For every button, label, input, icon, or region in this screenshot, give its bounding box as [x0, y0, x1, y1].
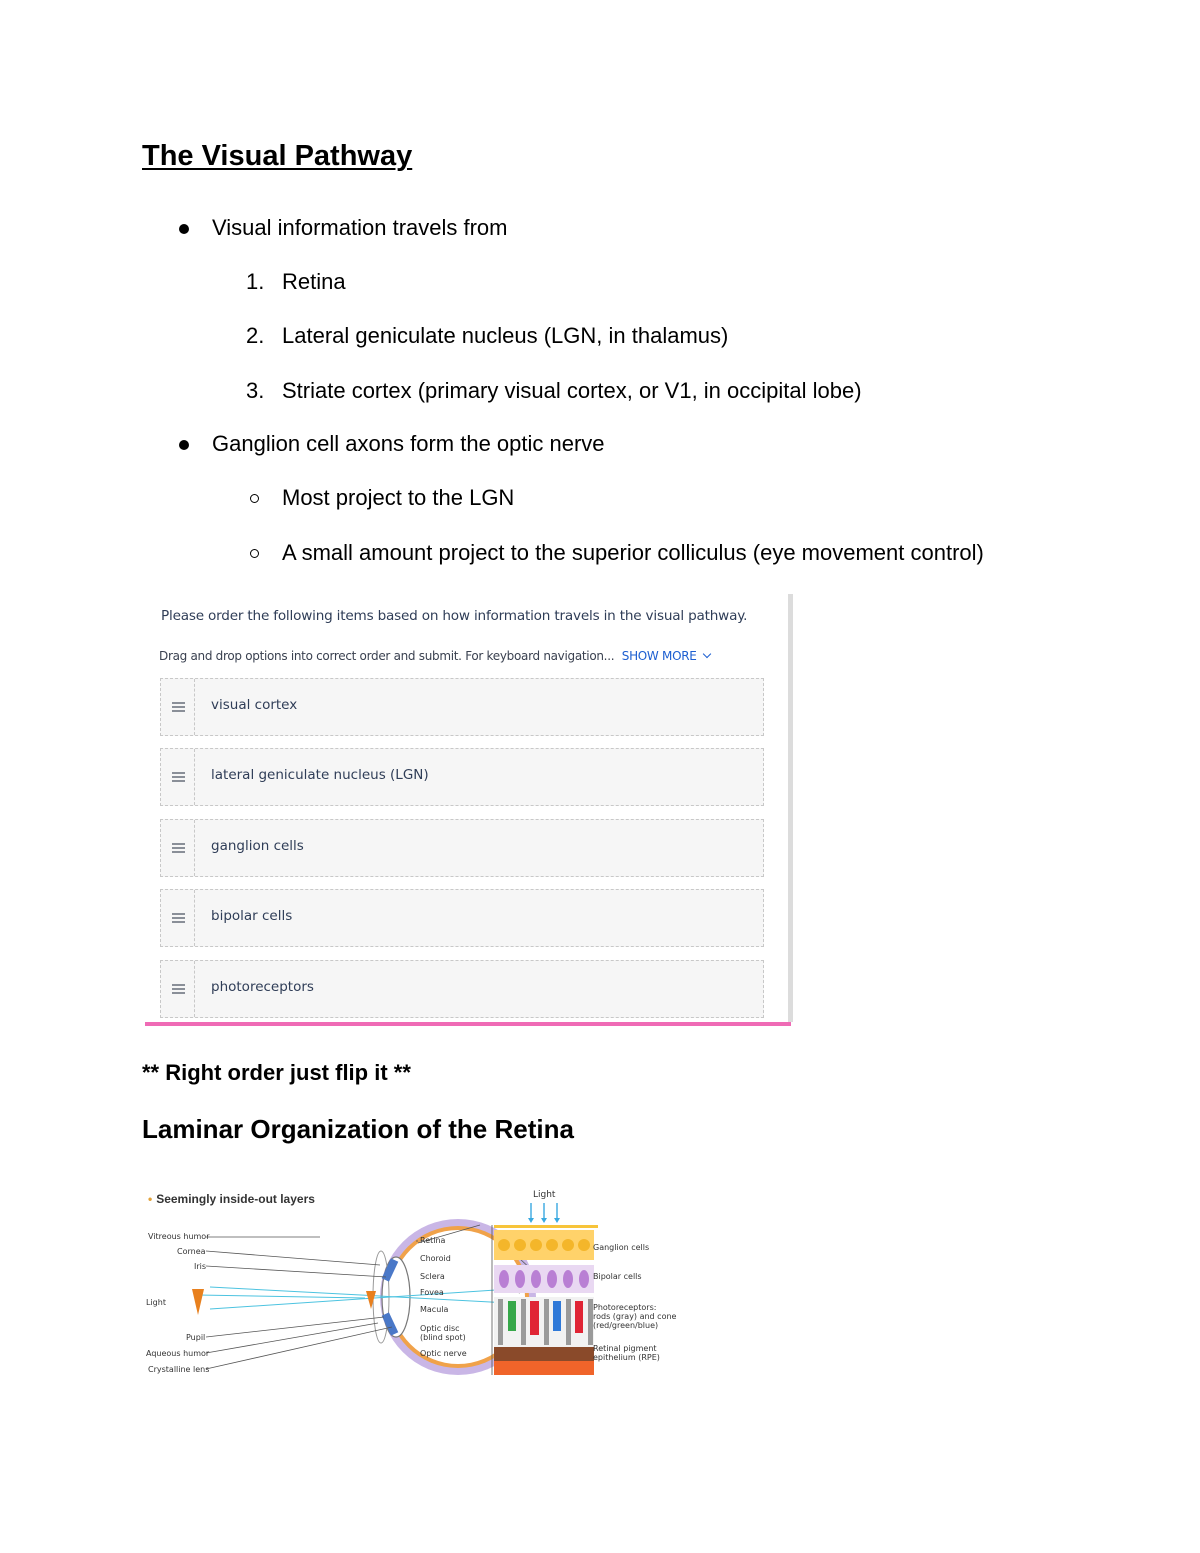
- photoreceptors-layer: [494, 1297, 594, 1347]
- bullet-circle: [250, 549, 259, 558]
- list-item: Retina: [282, 269, 346, 294]
- list-item: Lateral geniculate nucleus (LGN, in thalamus): [282, 323, 729, 348]
- quiz-instructions: [159, 649, 710, 663]
- figure-heading: • Seemingly inside-out layers: [148, 1192, 315, 1206]
- chevron-down-icon: [702, 650, 710, 658]
- drag-item-lgn[interactable]: [160, 748, 764, 806]
- bullet-circle: [250, 494, 259, 503]
- quiz-scrollbar[interactable]: [788, 594, 793, 1022]
- label-blind-spot: (blind spot): [420, 1333, 466, 1342]
- label-photoreceptors: Photoreceptors:: [593, 1303, 657, 1312]
- ordering-quiz: [145, 594, 795, 1028]
- drag-handle-icon[interactable]: [161, 890, 195, 946]
- label-light: Light: [146, 1298, 166, 1307]
- label-macula: Macula: [420, 1305, 449, 1314]
- label-sclera: Sclera: [420, 1272, 445, 1281]
- note-text: ** Right order just flip it **: [142, 1060, 411, 1085]
- drag-item-label: visual cortex: [211, 697, 298, 713]
- quiz-bottom-bar: [145, 1022, 791, 1026]
- label-rpe-abbr: epithelium (RPE): [593, 1353, 660, 1362]
- drag-handle-icon[interactable]: [161, 679, 195, 735]
- drag-item-visual-cortex[interactable]: [160, 678, 764, 736]
- label-rods-cones: rods (gray) and cone: [593, 1312, 677, 1321]
- show-more-link[interactable]: SHOW MORE: [622, 649, 710, 663]
- label-ganglion-cells: Ganglion cells: [593, 1243, 650, 1252]
- carrot-image-icon: [366, 1291, 376, 1309]
- ganglion-cells-layer: [494, 1230, 594, 1260]
- label-cornea: Cornea: [177, 1247, 206, 1256]
- drag-item-photoreceptors[interactable]: [160, 960, 764, 1018]
- quiz-prompt: Please order the following items based on how information travels in the visual pathway.: [161, 608, 748, 624]
- drag-handle-icon[interactable]: [161, 749, 195, 805]
- label-pupil: Pupil: [186, 1333, 206, 1342]
- label-vitreous-humor: Vitreous humor: [148, 1232, 210, 1241]
- drag-item-ganglion-cells[interactable]: [160, 819, 764, 877]
- drag-item-label: ganglion cells: [211, 838, 304, 854]
- label-optic-disc: Optic disc: [420, 1324, 460, 1333]
- label-iris: Iris: [194, 1262, 207, 1271]
- bullet-text: Visual information travels from: [212, 215, 508, 240]
- list-number: 1.: [246, 269, 265, 294]
- drag-item-label: lateral geniculate nucleus (LGN): [211, 767, 429, 783]
- list-item: Most project to the LGN: [282, 485, 515, 510]
- bipolar-cells-layer: [494, 1265, 594, 1293]
- drag-item-label: bipolar cells: [211, 908, 293, 924]
- label-rpe: Retinal pigment: [593, 1344, 657, 1353]
- drag-item-label: photoreceptors: [211, 979, 314, 995]
- drag-item-bipolar-cells[interactable]: [160, 889, 764, 947]
- list-number: 3.: [246, 378, 265, 403]
- list-number: 2.: [246, 323, 265, 348]
- carrot-icon: [192, 1289, 204, 1315]
- label-bipolar-cells: Bipolar cells: [593, 1272, 642, 1281]
- label-light-top: Light: [533, 1190, 556, 1200]
- list-item: A small amount project to the superior colliculus (eye movement control): [282, 540, 984, 565]
- label-aqueous-humor: Aqueous humor: [146, 1349, 210, 1358]
- label-optic-nerve: Optic nerve: [420, 1349, 467, 1358]
- rpe-layer: [494, 1347, 594, 1375]
- label-retina: Retina: [420, 1236, 446, 1245]
- section-title: Laminar Organization of the Retina: [142, 1114, 574, 1144]
- bullet-disc: [179, 224, 189, 234]
- retina-figure: [140, 1185, 680, 1385]
- bullet-text: Ganglion cell axons form the optic nerve: [212, 431, 605, 456]
- label-choroid: Choroid: [420, 1254, 451, 1263]
- quiz-instructions-text: Drag and drop options into correct order and submit. For keyboard navigation...: [159, 649, 615, 663]
- label-fovea: Fovea: [420, 1288, 444, 1297]
- drag-handle-icon[interactable]: [161, 820, 195, 876]
- label-cone-colors: (red/green/blue): [593, 1321, 659, 1330]
- drag-handle-icon[interactable]: [161, 961, 195, 1017]
- list-item: Striate cortex (primary visual cortex, or V1, in occipital lobe): [282, 378, 862, 403]
- page-title: The Visual Pathway: [142, 140, 413, 172]
- label-crystalline-lens: Crystalline lens: [148, 1365, 210, 1374]
- bullet-disc: [179, 440, 189, 450]
